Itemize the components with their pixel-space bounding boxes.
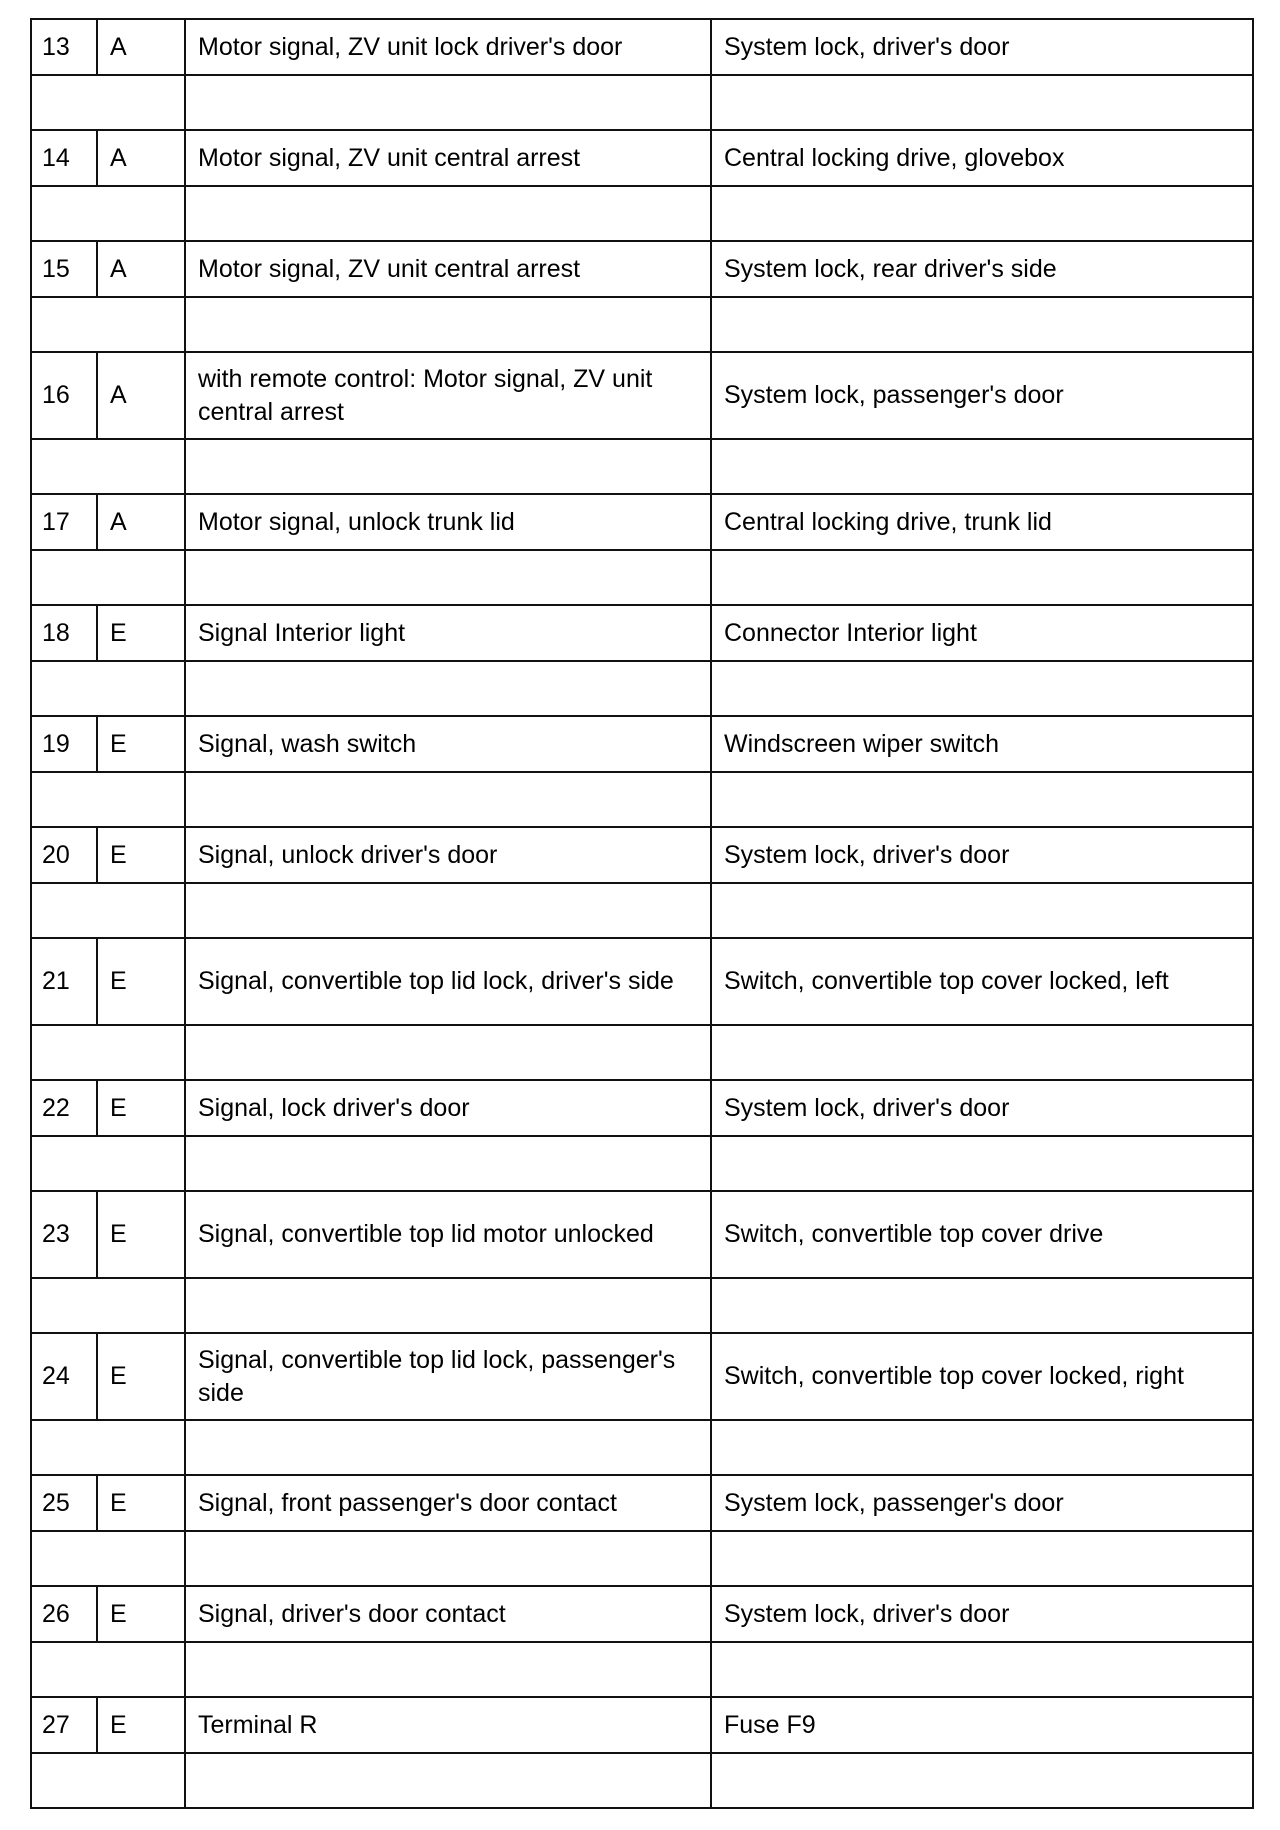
spacer-row	[31, 1642, 1253, 1697]
signal-description: Signal, wash switch	[185, 716, 711, 772]
table-row	[31, 19, 1253, 75]
signal-direction: E	[97, 827, 185, 883]
connected-component: System lock, passenger's door	[711, 352, 1253, 439]
spacer-row	[31, 1025, 1253, 1080]
spacer-row	[31, 772, 1253, 827]
spacer-row	[31, 661, 1253, 716]
signal-direction: A	[97, 352, 185, 439]
pin-number: 22	[31, 1080, 97, 1136]
signal-description: Motor signal, ZV unit central arrest	[185, 130, 711, 186]
connected-component: Central locking drive, glovebox	[711, 130, 1253, 186]
signal-description: Signal Interior light	[185, 605, 711, 661]
table-row	[31, 352, 1253, 439]
table-row	[31, 241, 1253, 297]
signal-direction: E	[97, 938, 185, 1025]
signal-description: Motor signal, ZV unit lock driver's door	[185, 19, 711, 75]
spacer-row	[31, 1420, 1253, 1475]
signal-direction: E	[97, 1191, 185, 1278]
pin-number: 17	[31, 494, 97, 550]
pin-assignment-table	[30, 18, 1254, 1809]
table-row	[31, 1475, 1253, 1531]
spacer-row	[31, 1278, 1253, 1333]
signal-direction: E	[97, 1697, 185, 1753]
connected-component: Fuse F9	[711, 1697, 1253, 1753]
signal-direction: E	[97, 1333, 185, 1420]
signal-description: Signal, lock driver's door	[185, 1080, 711, 1136]
signal-direction: A	[97, 19, 185, 75]
connected-component: System lock, driver's door	[711, 1586, 1253, 1642]
connected-component: Central locking drive, trunk lid	[711, 494, 1253, 550]
spacer-row	[31, 186, 1253, 241]
signal-direction: E	[97, 716, 185, 772]
signal-description: Signal, unlock driver's door	[185, 827, 711, 883]
connected-component: Switch, convertible top cover locked, left	[711, 938, 1253, 1025]
signal-direction: E	[97, 1586, 185, 1642]
connected-component: System lock, driver's door	[711, 19, 1253, 75]
connected-component: Windscreen wiper switch	[711, 716, 1253, 772]
pin-number: 15	[31, 241, 97, 297]
pin-number: 23	[31, 1191, 97, 1278]
connected-component: System lock, driver's door	[711, 827, 1253, 883]
pin-number: 13	[31, 19, 97, 75]
signal-description: Terminal R	[185, 1697, 711, 1753]
spacer-row	[31, 1136, 1253, 1191]
spacer-row	[31, 297, 1253, 352]
pin-number: 26	[31, 1586, 97, 1642]
connected-component: System lock, rear driver's side	[711, 241, 1253, 297]
connected-component: Switch, convertible top cover locked, right	[711, 1333, 1253, 1420]
table-row	[31, 1586, 1253, 1642]
spacer-row	[31, 883, 1253, 938]
signal-description: Motor signal, unlock trunk lid	[185, 494, 711, 550]
table-row	[31, 1191, 1253, 1278]
pin-number: 18	[31, 605, 97, 661]
pin-number: 27	[31, 1697, 97, 1753]
pin-number: 25	[31, 1475, 97, 1531]
pin-number: 24	[31, 1333, 97, 1420]
table-row	[31, 1697, 1253, 1753]
table-row	[31, 130, 1253, 186]
connected-component: System lock, driver's door	[711, 1080, 1253, 1136]
signal-description: Signal, convertible top lid motor unlocked	[185, 1191, 711, 1278]
connected-component: Connector Interior light	[711, 605, 1253, 661]
table-row	[31, 1080, 1253, 1136]
signal-description: Signal, front passenger's door contact	[185, 1475, 711, 1531]
table-row	[31, 827, 1253, 883]
signal-direction: A	[97, 494, 185, 550]
signal-direction: E	[97, 1080, 185, 1136]
signal-direction: E	[97, 1475, 185, 1531]
pin-number: 21	[31, 938, 97, 1025]
pin-number: 19	[31, 716, 97, 772]
signal-direction: A	[97, 241, 185, 297]
spacer-row	[31, 1531, 1253, 1586]
pin-number: 14	[31, 130, 97, 186]
table-row	[31, 494, 1253, 550]
pin-number: 16	[31, 352, 97, 439]
signal-description: Signal, convertible top lid lock, passenger's side	[185, 1333, 711, 1420]
table-row	[31, 716, 1253, 772]
connected-component: Switch, convertible top cover drive	[711, 1191, 1253, 1278]
spacer-row	[31, 75, 1253, 130]
table-row	[31, 1333, 1253, 1420]
signal-direction: E	[97, 605, 185, 661]
pin-number: 20	[31, 827, 97, 883]
signal-description: Signal, driver's door contact	[185, 1586, 711, 1642]
signal-description: with remote control: Motor signal, ZV unit central arrest	[185, 352, 711, 439]
connected-component: System lock, passenger's door	[711, 1475, 1253, 1531]
signal-description: Signal, convertible top lid lock, driver's side	[185, 938, 711, 1025]
signal-description: Motor signal, ZV unit central arrest	[185, 241, 711, 297]
signal-direction: A	[97, 130, 185, 186]
spacer-row	[31, 1753, 1253, 1808]
table-row	[31, 605, 1253, 661]
spacer-row	[31, 550, 1253, 605]
spacer-row	[31, 439, 1253, 494]
table-row	[31, 938, 1253, 1025]
